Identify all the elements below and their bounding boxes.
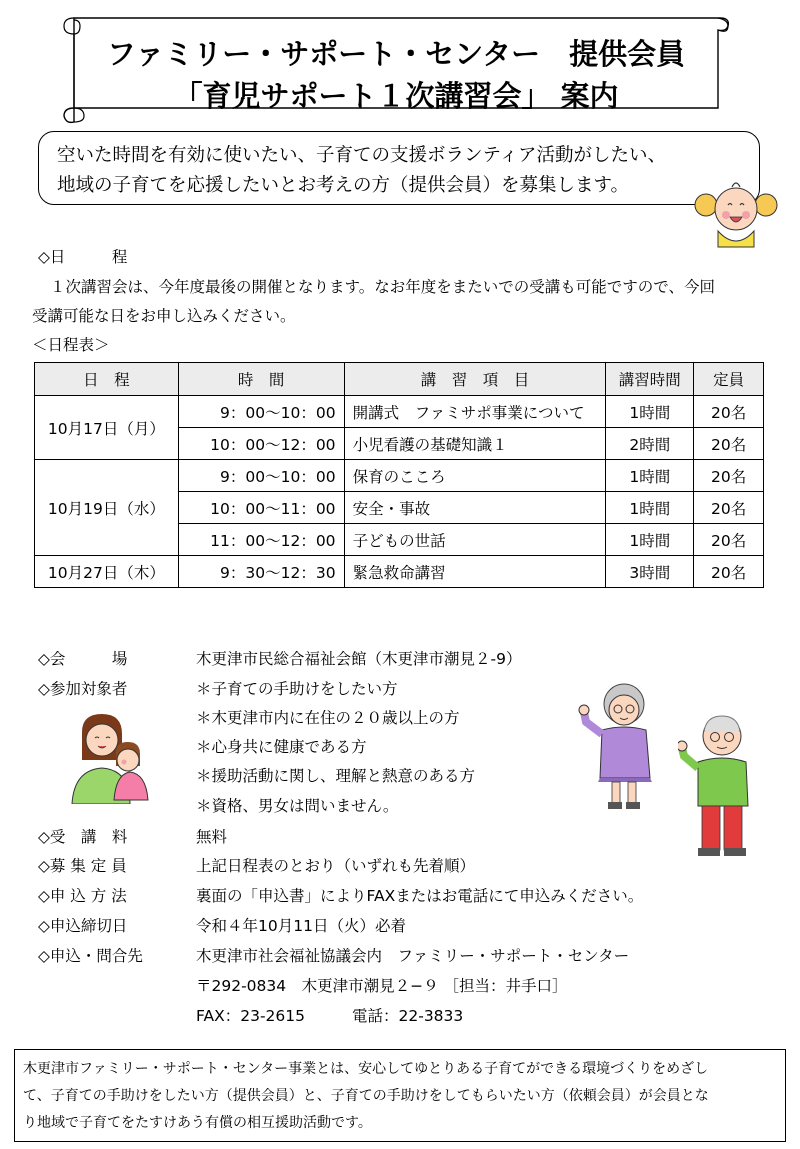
target-label: ◇参加対象者: [38, 680, 128, 698]
title-line-2: 「育児サポート１次講習会」 案内: [173, 79, 619, 113]
header-hours: 講習時間: [606, 363, 694, 396]
hours-cell: 1時間: [606, 460, 694, 492]
item-cell: 緊急救命講習: [344, 556, 606, 588]
target-item: ＊資格、男女は問いません。: [196, 797, 399, 815]
fee-value: 無料: [196, 828, 228, 846]
method-value: 裏面の「申込書」によりFAXまたはお電話にて申込みください。: [196, 887, 644, 905]
hours-cell: 1時間: [606, 524, 694, 556]
footer-line-3: り地域で子育てをたすけあう有償の相互援助活動です。: [23, 1115, 372, 1131]
time-cell: 9：00～10：00: [178, 396, 344, 428]
table-header-row: [35, 363, 764, 396]
target-item: ＊子育ての手助けをしたい方: [196, 680, 398, 698]
item-cell: 保育のこころ: [344, 460, 606, 492]
target-item: ＊木更津市内に在住の２０歳以上の方: [196, 709, 460, 727]
hours-cell: 3時間: [606, 556, 694, 588]
item-cell: 安全・事故: [344, 492, 606, 524]
target-item: ＊心身共に健康である方: [196, 738, 367, 756]
hours-cell: 2時間: [606, 428, 694, 460]
capacity-cell: 20名: [694, 524, 764, 556]
capacity-cell: 20名: [694, 396, 764, 428]
grandfather-illustration-icon: [678, 710, 774, 860]
contact-line-1: 木更津市社会福祉協議会内 ファミリー・サポート・センター: [196, 947, 630, 965]
date-cell: 10月19日（水）: [35, 460, 179, 556]
schedule-heading: ◇日 程: [38, 248, 128, 266]
hours-cell: 1時間: [606, 492, 694, 524]
capacity-cell: 20名: [694, 460, 764, 492]
header-item: 講 習 項 目: [344, 363, 606, 396]
capacity-cell: 20名: [694, 428, 764, 460]
fee-label: ◇受 講 料: [38, 828, 128, 846]
table-row: [35, 396, 764, 428]
title-banner: [60, 12, 732, 124]
intro-line-2: 地域の子育てを応援したいとお考えの方（提供会員）を募集します。: [57, 175, 630, 196]
intro-box: [38, 131, 760, 205]
time-cell: 11：00～12：00: [178, 524, 344, 556]
mother-child-illustration-icon: [68, 712, 152, 804]
contact-label: ◇申込・問合先: [38, 947, 143, 965]
venue-label: ◇会 場: [38, 650, 128, 668]
capacity-value: 上記日程表のとおり（いずれも先着順）: [196, 857, 476, 875]
capacity-label: ◇募 集 定 員: [38, 857, 127, 875]
deadline-label: ◇申込締切日: [38, 917, 128, 935]
time-cell: 9：00～10：00: [178, 460, 344, 492]
title-line-1: ファミリー・サポート・センター 提供会員: [106, 37, 686, 71]
footer-line-2: て、子育ての手助けをしたい方（提供会員）と、子育ての手助けをしてもらいたい方（依頼会員）が会員とな: [23, 1088, 709, 1104]
intro-line-1: 空いた時間を有効に使いたい、子育ての支援ボランティア活動がしたい、: [57, 145, 667, 166]
contact-fax: FAX：23-2615: [196, 1007, 305, 1025]
time-cell: 10：00～11：00: [178, 492, 344, 524]
schedule-body-1: １次講習会は、今年度最後の開催となります。なお年度をまたいでの受講も可能ですので、今回: [50, 278, 715, 296]
header-capacity: 定員: [694, 363, 764, 396]
header-date: 日 程: [35, 363, 179, 396]
schedule-body-2: 受講可能な日をお申し込みください。: [32, 307, 296, 325]
deadline-value: 令和４年10月11日（火）必着: [196, 917, 406, 935]
time-cell: 10：00～12：00: [178, 428, 344, 460]
footer-line-1: 木更津市ファミリー・サポート・センター事業とは、安心してゆとりある子育てができる環境づくりをめざし: [23, 1061, 709, 1077]
date-cell: 10月17日（月）: [35, 396, 179, 460]
date-cell: 10月27日（木）: [35, 556, 179, 588]
header-time: 時 間: [178, 363, 344, 396]
table-row: [35, 460, 764, 492]
grandmother-illustration-icon: [578, 682, 664, 812]
item-cell: 小児看護の基礎知識１: [344, 428, 606, 460]
venue-value: 木更津市民総合福祉会館（木更津市潮見２-9）: [196, 650, 522, 668]
capacity-cell: 20名: [694, 492, 764, 524]
time-cell: 9：30～12：30: [178, 556, 344, 588]
table-row: [35, 556, 764, 588]
target-item: ＊援助活動に関し、理解と熱意のある方: [196, 767, 476, 785]
baby-illustration-icon: [688, 175, 784, 251]
schedule-table: [34, 362, 764, 588]
hours-cell: 1時間: [606, 396, 694, 428]
footer-box: [14, 1049, 786, 1142]
contact-tel: 電話：22-3833: [352, 1007, 464, 1025]
item-cell: 開講式 ファミサポ事業について: [344, 396, 606, 428]
item-cell: 子どもの世話: [344, 524, 606, 556]
method-label: ◇申 込 方 法: [38, 887, 127, 905]
capacity-cell: 20名: [694, 556, 764, 588]
contact-line-2: 〒292-0834 木更津市潮見２−９ ［担当：井手口］: [196, 977, 568, 995]
table-caption: ＜日程表＞: [32, 336, 110, 354]
